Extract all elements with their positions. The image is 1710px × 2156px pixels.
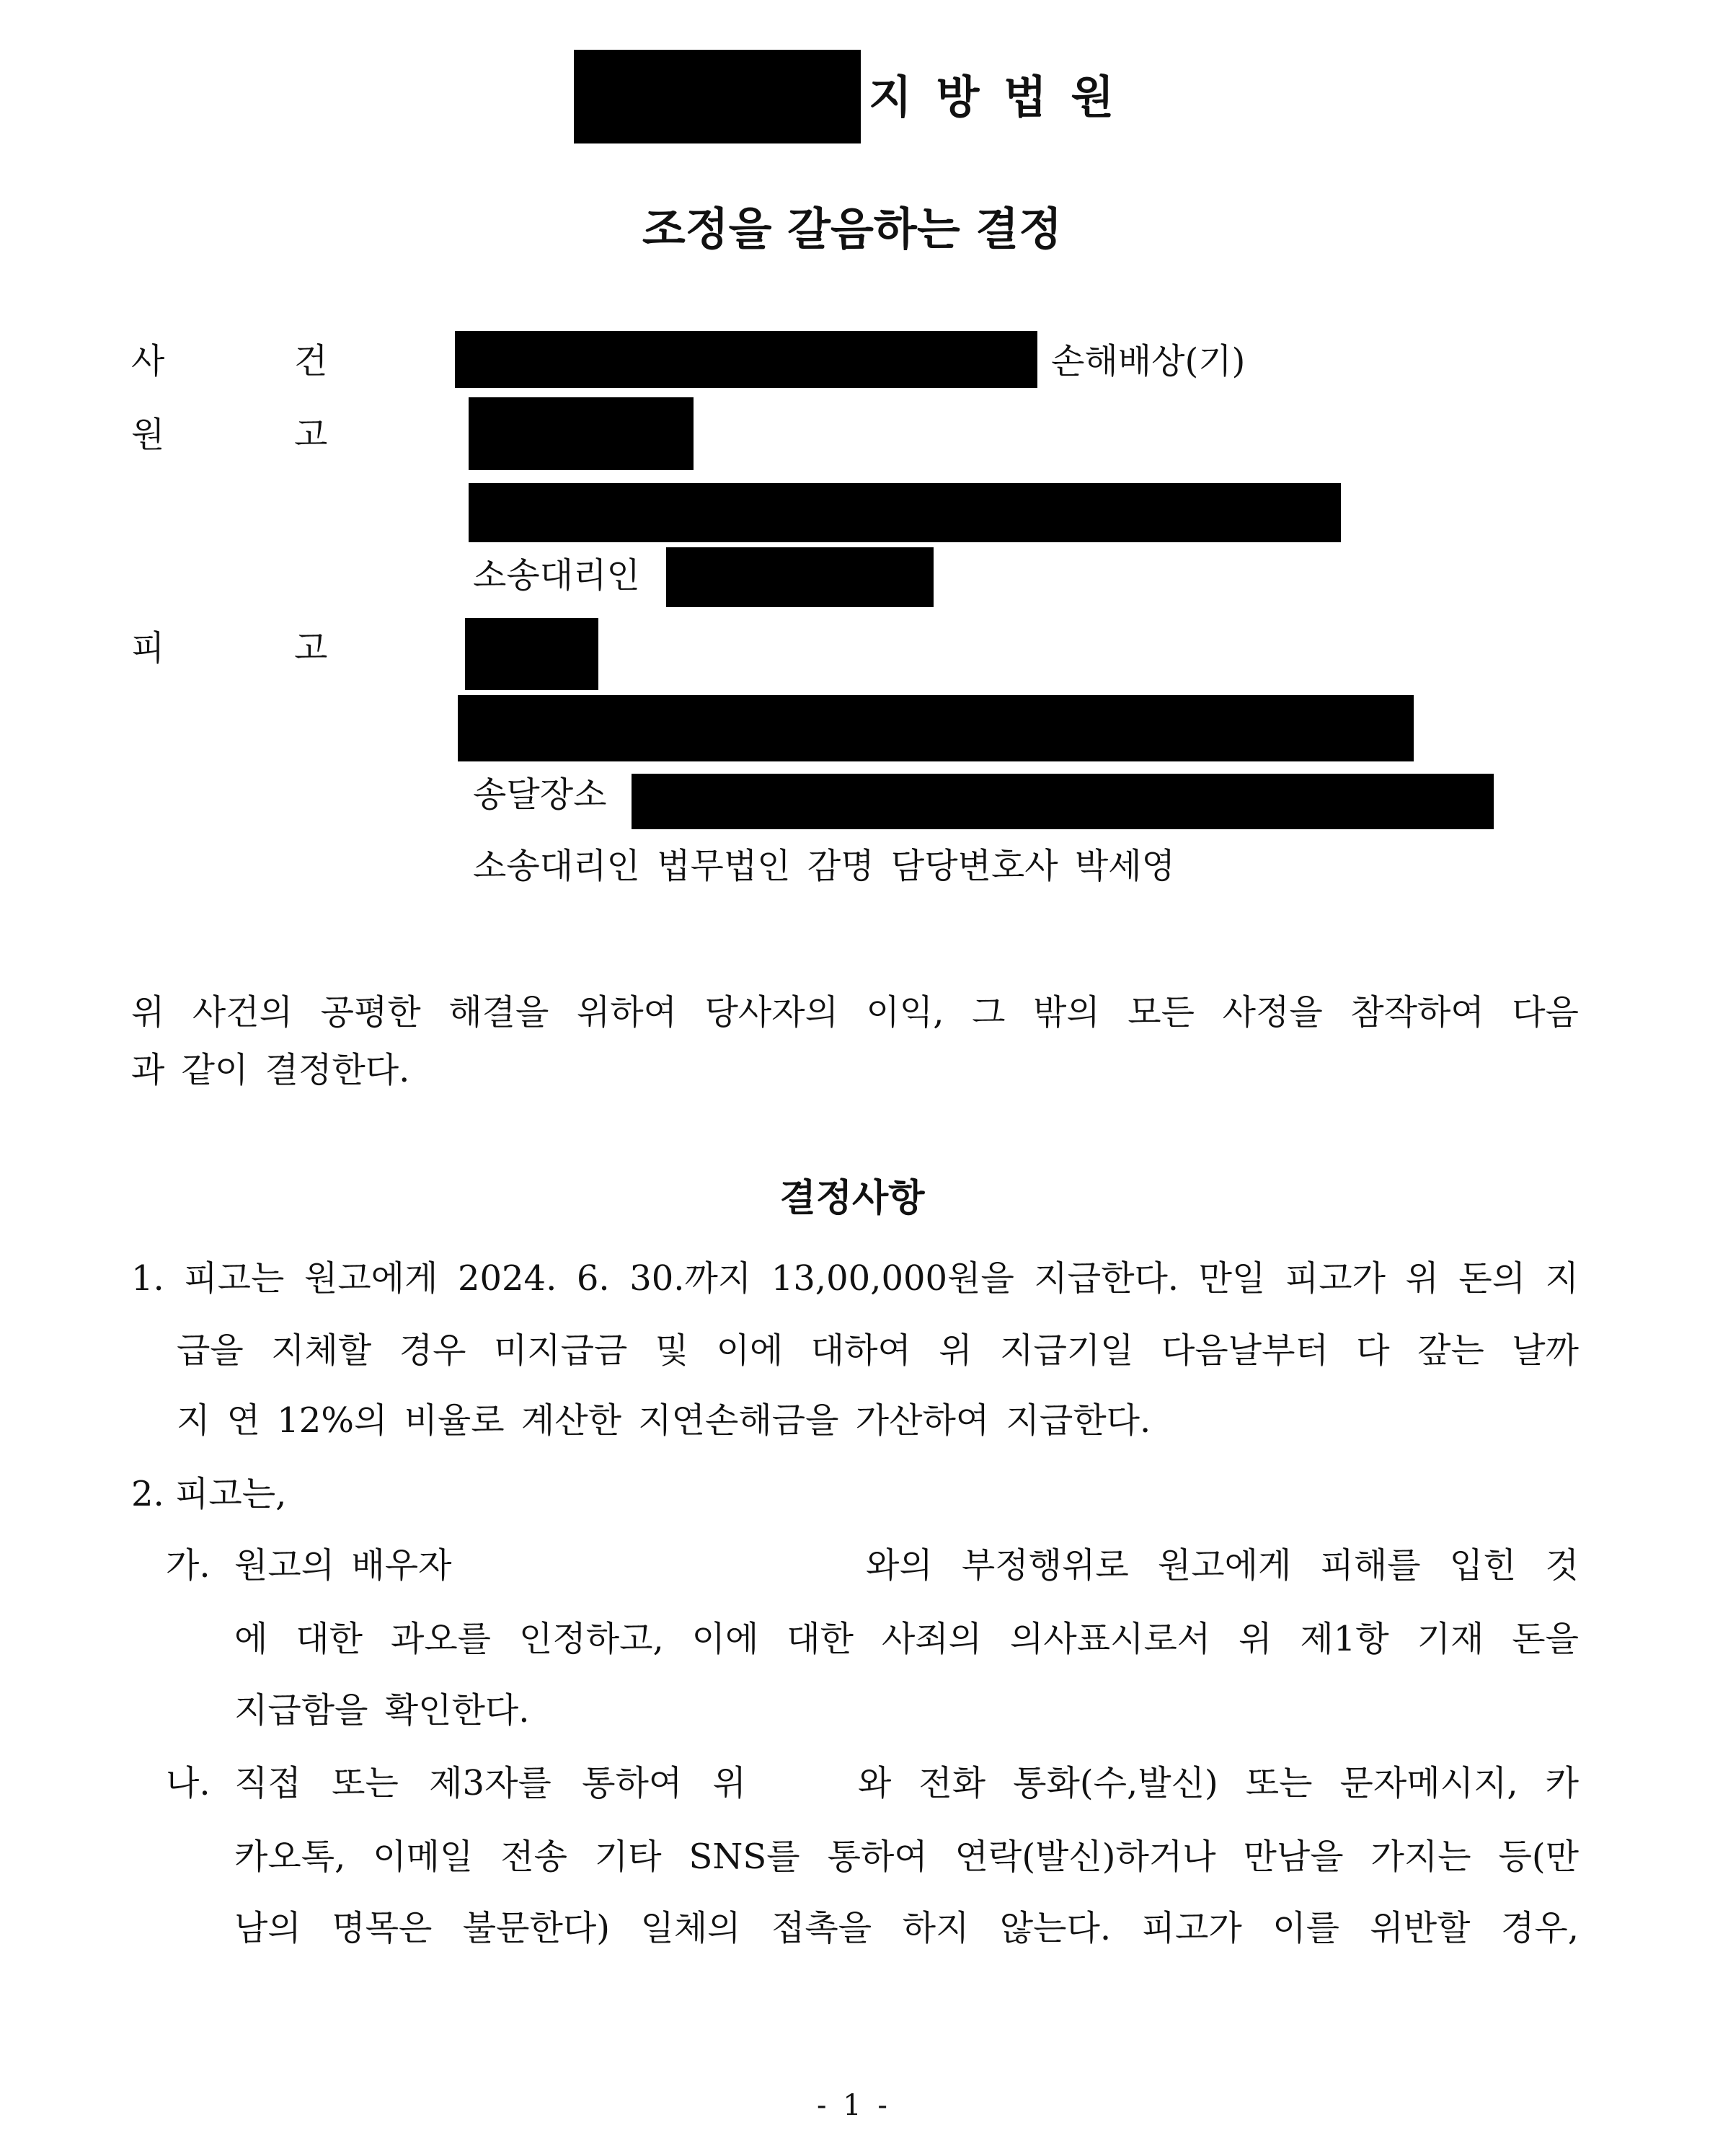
item2-ga-line-3: 지급함을 확인한다. bbox=[234, 1690, 530, 1731]
redacted-defendant-address bbox=[458, 695, 1414, 761]
redacted-case-number bbox=[455, 331, 1037, 388]
item2-ga-marker: 가. bbox=[166, 1545, 211, 1586]
plaintiff-label-2: 고 bbox=[294, 415, 328, 455]
item2-ga-line-2: 에 대한 과오를 인정하고, 이에 대한 사죄의 의사표시로서 위 제1항 기재 돈을 bbox=[234, 1619, 1579, 1659]
service-place-label: 송달장소 bbox=[473, 774, 607, 815]
item1-line-1: 1. 피고는 원고에게 2024. 6. 30.까지 13,00,000원을 지급한다. 만일 피고가 위 돈의 지 bbox=[131, 1258, 1579, 1299]
decision-heading: 결정사항 bbox=[779, 1176, 925, 1220]
defendant-agent: 소송대리인 법무법인 감명 담당변호사 박세영 bbox=[473, 846, 1176, 886]
item2-na-line-1b: 와 전화 통화(수,발신) 또는 문자메시지, 카 bbox=[858, 1763, 1579, 1803]
redacted-plaintiff-agent bbox=[666, 547, 934, 607]
item2-na-line-2: 카오톡, 이메일 전송 기타 SNS를 통하여 연락(발신)하거나 만남을 가지는 등(만 bbox=[234, 1837, 1579, 1877]
document-title: 조정을 갈음하는 결정 bbox=[642, 203, 1063, 255]
intro-line-2: 과 같이 결정한다. bbox=[131, 1050, 410, 1090]
case-label-2: 건 bbox=[294, 341, 328, 381]
redacted-plaintiff-address bbox=[469, 483, 1341, 542]
item2-na-line-1a: 직접 또는 제3자를 통하여 위 bbox=[234, 1763, 746, 1803]
item1-line-2: 급을 지체할 경우 미지급금 및 이에 대하여 위 지급기일 다음날부터 다 갚는 날까 bbox=[177, 1330, 1579, 1371]
case-label-1: 사 bbox=[131, 341, 165, 381]
item2-ga-line-1a: 원고의 배우자 bbox=[234, 1545, 452, 1586]
redacted-service-place bbox=[632, 774, 1494, 829]
intro-line-1: 위 사건의 공평한 해결을 위하여 당사자의 이익, 그 밖의 모든 사정을 참작하여 다음 bbox=[131, 992, 1579, 1033]
item1-line-3: 지 연 12%의 비율로 계산한 지연손해금을 가산하여 지급한다. bbox=[177, 1400, 1151, 1441]
defendant-label-1: 피 bbox=[131, 628, 165, 668]
defendant-label-2: 고 bbox=[294, 628, 328, 668]
court-name-suffix: 지 방 법 원 bbox=[869, 71, 1119, 123]
plaintiff-label-1: 원 bbox=[131, 415, 165, 455]
plaintiff-agent-label: 소송대리인 bbox=[473, 555, 640, 596]
page-number: - 1 - bbox=[817, 2089, 887, 2122]
case-name: 손해배상(기) bbox=[1051, 341, 1246, 381]
item2-na-line-3: 남의 명목은 불문한다) 일체의 접촉을 하지 않는다. 피고가 이를 위반할 경우, bbox=[234, 1908, 1579, 1948]
item2-na-marker: 나. bbox=[166, 1763, 211, 1803]
redacted-defendant-name bbox=[465, 618, 598, 690]
redacted-plaintiff-name bbox=[469, 397, 694, 470]
item2-ga-line-1b: 와의 부정행위로 원고에게 피해를 입힌 것 bbox=[866, 1545, 1579, 1586]
item2-line-1: 2. 피고는, bbox=[131, 1474, 287, 1514]
redacted-court-name bbox=[574, 50, 861, 143]
